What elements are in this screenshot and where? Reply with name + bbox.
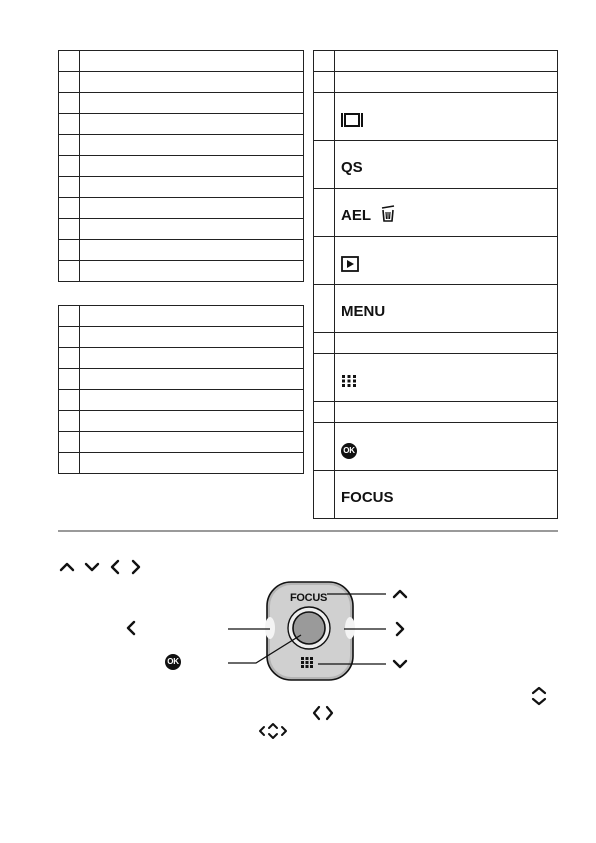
row-text-cell (80, 93, 304, 114)
table-row (314, 141, 558, 189)
fourway-chevron-icon (258, 721, 288, 741)
ael-label: AEL (341, 207, 371, 224)
row-number-cell (59, 198, 80, 219)
play-icon (341, 256, 359, 272)
row-text-cell (80, 51, 304, 72)
row-number-cell (59, 219, 80, 240)
table-row (59, 261, 304, 282)
ok-icon: OK (165, 654, 181, 670)
right-chevron-icon (397, 623, 403, 635)
row-text-cell (80, 219, 304, 240)
trash-icon (379, 204, 397, 222)
grid-dots-icon (301, 657, 313, 668)
table-row (59, 327, 304, 348)
ok-icon: OK (341, 443, 357, 459)
left-chevron-icon (124, 619, 138, 637)
row-number-cell (59, 327, 80, 348)
table-row (59, 369, 304, 390)
left-chevron-icon (112, 561, 118, 573)
row-text-cell (80, 453, 304, 474)
row-number-cell (59, 369, 80, 390)
row-text-cell (80, 411, 304, 432)
row-number-cell (59, 135, 80, 156)
row-number-cell (59, 390, 80, 411)
row-text-cell (80, 348, 304, 369)
table-row (314, 354, 558, 402)
table-row (59, 453, 304, 474)
table-row (59, 156, 304, 177)
row-number-cell (59, 72, 80, 93)
up-chevron-icon (394, 591, 406, 597)
frame-icon (341, 112, 363, 128)
row-text-cell (80, 369, 304, 390)
dial-focus-label: FOCUS (290, 592, 328, 604)
row-number-cell (59, 51, 80, 72)
table-row (314, 51, 558, 72)
left-table-top (58, 50, 304, 282)
focus-label: FOCUS (341, 489, 394, 506)
table-row (59, 240, 304, 261)
row-number-cell (59, 240, 80, 261)
row-text-cell (80, 72, 304, 93)
table-row (59, 72, 304, 93)
table-row (59, 198, 304, 219)
down-chevron-icon (394, 661, 406, 667)
table-row (59, 306, 304, 327)
row-number-cell (59, 453, 80, 474)
up-chevron-icon (61, 564, 73, 570)
qs-label: QS (341, 159, 363, 176)
table-row (314, 333, 558, 354)
table-row (59, 348, 304, 369)
table-row (59, 390, 304, 411)
row-text-cell (80, 390, 304, 411)
section-divider (58, 530, 558, 532)
table-row (59, 432, 304, 453)
table-row (59, 93, 304, 114)
row-number-cell (59, 93, 80, 114)
row-text-cell (80, 240, 304, 261)
row-number-cell (59, 114, 80, 135)
row-number-cell (59, 306, 80, 327)
row-number-cell (59, 156, 80, 177)
table-row (59, 135, 304, 156)
row-number-cell (59, 432, 80, 453)
row-number-cell (59, 411, 80, 432)
table-row (314, 72, 558, 93)
table-row (314, 189, 558, 237)
grid-dots-icon (341, 374, 357, 388)
table-row (59, 51, 304, 72)
row-number-cell (59, 348, 80, 369)
row-number-cell (59, 261, 80, 282)
table-row (314, 93, 558, 141)
row-text-cell (80, 177, 304, 198)
row-text-cell (80, 114, 304, 135)
table-row (314, 237, 558, 285)
table-row (59, 114, 304, 135)
table-row (314, 285, 558, 333)
row-text-cell (80, 156, 304, 177)
menu-label: MENU (341, 303, 386, 320)
leftright-chevron-icon (311, 704, 335, 722)
center-ok-button (293, 612, 325, 644)
row-text-cell (80, 306, 304, 327)
row-number-cell (59, 177, 80, 198)
row-text-cell (80, 261, 304, 282)
row-text-cell (80, 135, 304, 156)
table-row (314, 402, 558, 423)
down-chevron-icon (86, 564, 98, 570)
row-text-cell (80, 327, 304, 348)
table-row (59, 177, 304, 198)
table-row (314, 423, 558, 471)
right-chevron-icon (133, 561, 139, 573)
left-table-bottom (58, 305, 304, 474)
table-row (314, 471, 558, 519)
chevron-legend (58, 558, 148, 576)
table-row (59, 411, 304, 432)
right-table (313, 50, 558, 519)
updown-chevron-icon (530, 686, 548, 706)
row-text-cell (80, 432, 304, 453)
table-row (59, 219, 304, 240)
row-text-cell (80, 198, 304, 219)
